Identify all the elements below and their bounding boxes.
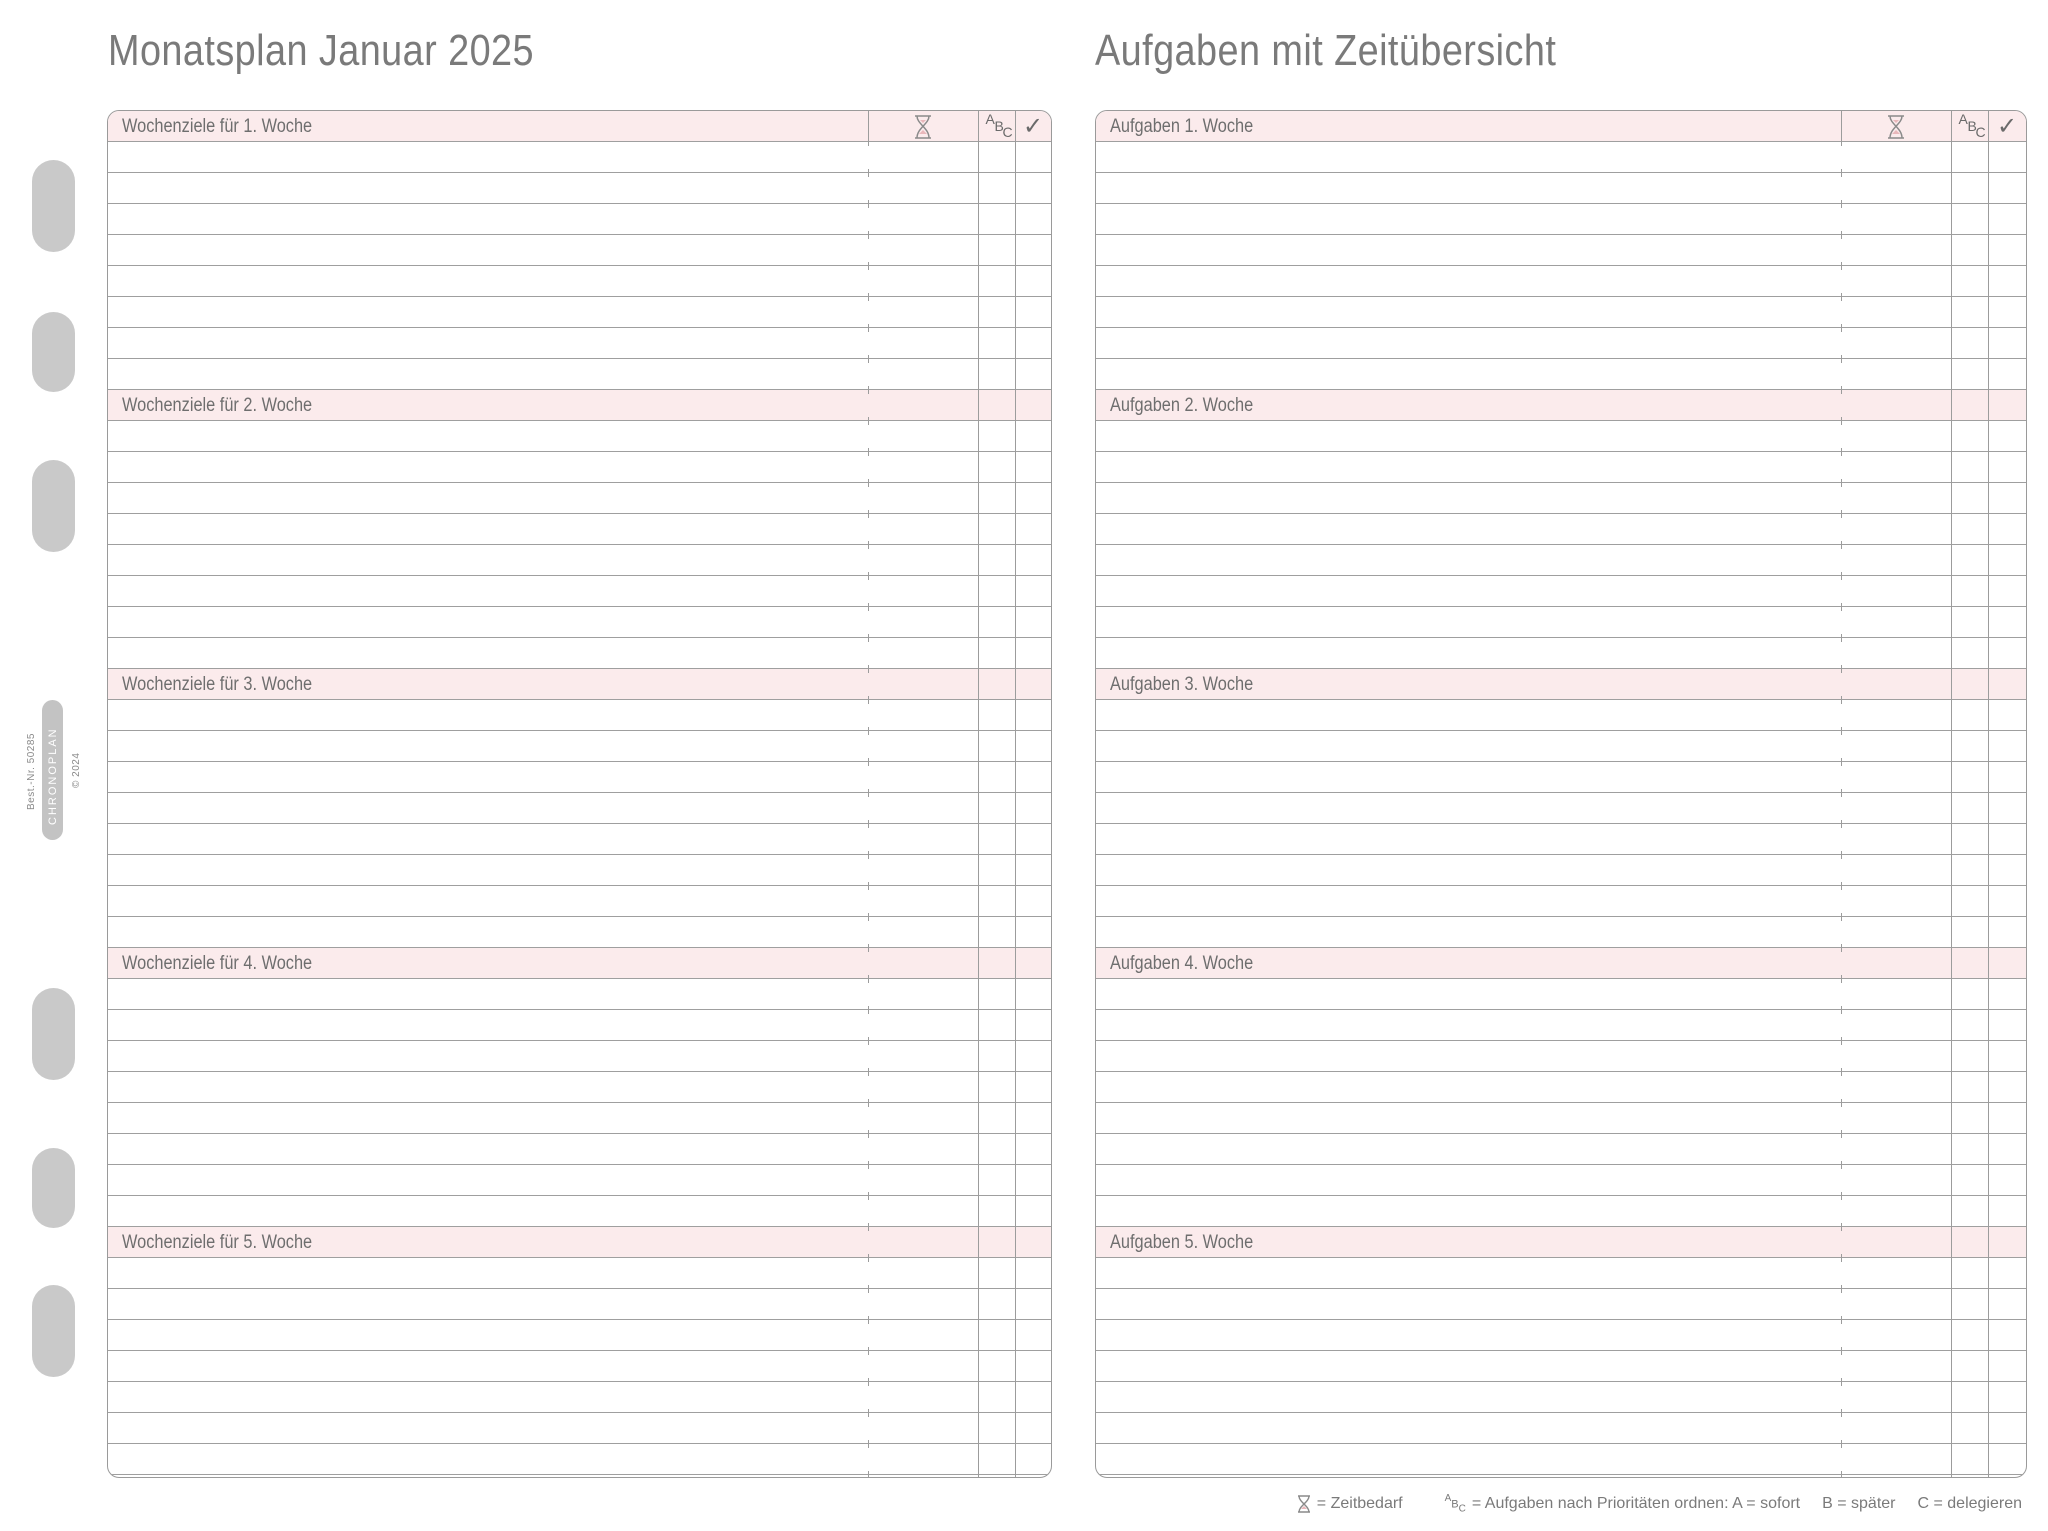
legend-priority: = Aufgaben nach Prioritäten ordnen: A = sofort — [1471, 1494, 1801, 1512]
time-column-tick — [868, 727, 869, 735]
table-row[interactable] — [108, 886, 1051, 917]
table-row[interactable] — [1096, 1413, 2026, 1444]
table-row[interactable] — [108, 483, 1051, 514]
binder-hole — [32, 1285, 75, 1377]
table-row[interactable] — [1096, 328, 2026, 359]
week-label: Aufgaben 1. Woche — [1110, 116, 1254, 137]
binder-hole — [32, 312, 75, 392]
week-label: Wochenziele für 4. Woche — [122, 953, 313, 974]
table-row[interactable] — [108, 1134, 1051, 1165]
time-column-tick — [1841, 1099, 1842, 1107]
page-title-left: Monatsplan Januar 2025 — [108, 26, 534, 75]
time-column-tick — [1841, 1316, 1842, 1324]
time-column-tick — [1841, 696, 1842, 704]
abc-priority-icon: A B C — [985, 111, 1013, 140]
table-row[interactable] — [108, 700, 1051, 731]
time-column-tick — [1841, 1378, 1842, 1386]
table-row[interactable] — [1096, 1010, 2026, 1041]
time-column-tick — [868, 572, 869, 580]
table-row[interactable] — [1096, 607, 2026, 638]
time-column-tick — [868, 634, 869, 642]
table-row[interactable] — [1096, 1382, 2026, 1413]
done-column-divider — [1015, 111, 1016, 1477]
time-column-tick — [1841, 603, 1842, 611]
table-row[interactable] — [1096, 1444, 2026, 1475]
table-row[interactable] — [108, 1382, 1051, 1413]
time-column-tick — [868, 882, 869, 890]
table-row[interactable] — [1096, 235, 2026, 266]
time-column-tick — [868, 1099, 869, 1107]
time-column-tick — [868, 603, 869, 611]
table-row[interactable] — [108, 762, 1051, 793]
binder-hole — [32, 1148, 75, 1228]
time-column-tick — [868, 665, 869, 673]
table-row[interactable] — [1096, 452, 2026, 483]
table-row[interactable] — [108, 793, 1051, 824]
priority-column-divider — [978, 111, 979, 1477]
time-column-tick — [868, 1006, 869, 1014]
time-column-tick — [1841, 1130, 1842, 1138]
table-row[interactable] — [108, 266, 1051, 297]
time-column-tick — [1841, 1192, 1842, 1200]
time-column-tick — [1841, 1440, 1842, 1448]
abc-priority-icon: A B C — [1958, 111, 1986, 140]
checkmark-icon: ✓ — [1022, 113, 1044, 140]
time-column-tick — [1841, 200, 1842, 208]
time-column-tick — [868, 975, 869, 983]
legend-time: = Zeitbedarf — [1316, 1494, 1403, 1512]
week-label: Aufgaben 2. Woche — [1110, 395, 1254, 416]
table-row[interactable] — [108, 1072, 1051, 1103]
time-column-tick — [1841, 324, 1842, 332]
table-row[interactable] — [1096, 979, 2026, 1010]
binder-hole — [32, 160, 75, 252]
time-column-tick — [1841, 913, 1842, 921]
done-column-divider — [1988, 111, 1989, 1477]
time-column-tick — [868, 417, 869, 425]
time-column-tick — [868, 510, 869, 518]
time-column-tick — [1841, 293, 1842, 301]
time-column-tick — [868, 1192, 869, 1200]
time-column-tick — [868, 1130, 869, 1138]
time-column-tick — [868, 1285, 869, 1293]
table-row[interactable] — [1096, 142, 2026, 173]
hourglass-icon — [1841, 111, 1951, 142]
table-row[interactable] — [108, 607, 1051, 638]
time-column-tick — [1841, 572, 1842, 580]
table-row[interactable] — [108, 1010, 1051, 1041]
table-row[interactable] — [1096, 1196, 2026, 1227]
table-row[interactable] — [1096, 576, 2026, 607]
page-title-right: Aufgaben mit Zeitübersicht — [1095, 26, 1557, 75]
week-label: Wochenziele für 2. Woche — [122, 395, 313, 416]
time-column-tick — [868, 293, 869, 301]
table-row[interactable] — [1096, 359, 2026, 390]
table-row[interactable] — [1096, 1258, 2026, 1289]
time-column-tick — [1841, 1347, 1842, 1355]
abc-priority-icon: $^AB_C$ — [1444, 1493, 1466, 1515]
table-row[interactable] — [108, 235, 1051, 266]
table-row[interactable] — [1096, 1134, 2026, 1165]
table-row[interactable] — [108, 545, 1051, 576]
table-row[interactable] — [1096, 793, 2026, 824]
week-header-row — [1096, 1227, 2026, 1258]
binder-hole — [32, 460, 75, 552]
time-column-tick — [1841, 510, 1842, 518]
order-number: Best.-Nr. 50285 — [26, 733, 37, 810]
table-row[interactable] — [1096, 1103, 2026, 1134]
time-column-tick — [1841, 727, 1842, 735]
table-row[interactable] — [1096, 545, 2026, 576]
week-header-row — [1096, 390, 2026, 421]
time-column-tick — [868, 541, 869, 549]
brand-name: CHRONOPLAN — [47, 727, 59, 825]
table-row[interactable] — [108, 173, 1051, 204]
table-row[interactable] — [108, 1289, 1051, 1320]
time-column-tick — [868, 169, 869, 177]
table-row[interactable] — [108, 1444, 1051, 1475]
time-column-tick — [868, 1037, 869, 1045]
time-column-tick — [868, 851, 869, 859]
time-column-tick — [868, 1378, 869, 1386]
table-row[interactable] — [108, 1320, 1051, 1351]
time-column-tick — [1841, 665, 1842, 673]
table-row[interactable] — [1096, 1475, 2026, 1478]
legend-c: C = delegieren — [1917, 1494, 2022, 1512]
time-column-tick — [1841, 820, 1842, 828]
time-column-tick — [868, 448, 869, 456]
copyright: © 2024 — [71, 752, 82, 788]
time-column-tick — [868, 944, 869, 952]
time-column-tick — [1841, 975, 1842, 983]
time-column-tick — [1841, 1068, 1842, 1076]
table-row[interactable] — [1096, 1320, 2026, 1351]
table-row[interactable] — [108, 917, 1051, 948]
table-row[interactable] — [1096, 762, 2026, 793]
time-column-tick — [868, 231, 869, 239]
table-row[interactable] — [1096, 917, 2026, 948]
table-row[interactable] — [1096, 1041, 2026, 1072]
checkmark-icon: ✓ — [1996, 113, 2018, 140]
time-column-tick — [868, 1068, 869, 1076]
table-row[interactable] — [108, 731, 1051, 762]
time-column-tick — [1841, 1223, 1842, 1231]
time-column-tick — [868, 696, 869, 704]
time-column-tick — [1841, 448, 1842, 456]
time-column-tick — [1841, 1161, 1842, 1169]
time-column-tick — [868, 1471, 869, 1478]
time-column-tick — [868, 820, 869, 828]
time-column-tick — [868, 324, 869, 332]
table-row[interactable] — [108, 576, 1051, 607]
table-row[interactable] — [108, 979, 1051, 1010]
table-row[interactable] — [108, 1165, 1051, 1196]
time-column-tick — [868, 1440, 869, 1448]
table-row[interactable] — [108, 359, 1051, 390]
table-row[interactable] — [108, 328, 1051, 359]
table-row[interactable] — [1096, 1289, 2026, 1320]
table-row[interactable] — [108, 142, 1051, 173]
table-row[interactable] — [1096, 1072, 2026, 1103]
time-column-tick — [1841, 1471, 1842, 1478]
time-column-tick — [868, 1161, 869, 1169]
time-column-tick — [1841, 882, 1842, 890]
table-row[interactable] — [1096, 886, 2026, 917]
table-row[interactable] — [108, 1196, 1051, 1227]
time-column-tick — [868, 1347, 869, 1355]
tasks-table — [1095, 110, 2027, 1478]
time-column-tick — [1841, 386, 1842, 394]
weekly-goals-table — [107, 110, 1052, 1478]
time-column-tick — [868, 479, 869, 487]
week-label: Aufgaben 3. Woche — [1110, 674, 1254, 695]
table-row[interactable] — [108, 638, 1051, 669]
table-row[interactable] — [108, 824, 1051, 855]
time-column-tick — [1841, 634, 1842, 642]
week-label: Wochenziele für 3. Woche — [122, 674, 313, 695]
time-column-tick — [868, 355, 869, 363]
table-row[interactable] — [1096, 173, 2026, 204]
table-row[interactable] — [1096, 855, 2026, 886]
binder-hole — [32, 988, 75, 1080]
table-row[interactable] — [108, 514, 1051, 545]
time-column-tick — [1841, 479, 1842, 487]
time-column-tick — [868, 1409, 869, 1417]
table-row[interactable] — [1096, 700, 2026, 731]
time-column-tick — [868, 789, 869, 797]
table-row[interactable] — [108, 1351, 1051, 1382]
table-row[interactable] — [1096, 297, 2026, 328]
time-column-tick — [1841, 169, 1842, 177]
legend-b: B = später — [1822, 1494, 1896, 1512]
week-label: Wochenziele für 1. Woche — [122, 116, 313, 137]
table-row[interactable] — [108, 855, 1051, 886]
table-row[interactable] — [1096, 824, 2026, 855]
table-row[interactable] — [1096, 483, 2026, 514]
time-column-tick — [868, 1254, 869, 1262]
time-column-tick — [1841, 1254, 1842, 1262]
week-header-row — [108, 1227, 1051, 1258]
table-row[interactable] — [1096, 421, 2026, 452]
table-row[interactable] — [108, 1475, 1051, 1478]
table-row[interactable] — [1096, 266, 2026, 297]
time-column-tick — [868, 1223, 869, 1231]
table-row[interactable] — [1096, 731, 2026, 762]
week-label: Aufgaben 4. Woche — [1110, 953, 1254, 974]
week-header-row — [1096, 669, 2026, 700]
week-header-row — [1096, 948, 2026, 979]
table-row[interactable] — [108, 204, 1051, 235]
time-column-tick — [868, 1316, 869, 1324]
table-row[interactable] — [108, 452, 1051, 483]
time-column-tick — [1841, 541, 1842, 549]
time-column-tick — [1841, 231, 1842, 239]
week-header-row — [108, 669, 1051, 700]
table-row[interactable] — [108, 1041, 1051, 1072]
time-column-tick — [1841, 355, 1842, 363]
spine-imprint — [22, 700, 84, 845]
table-row[interactable] — [1096, 638, 2026, 669]
time-column-tick — [1841, 1037, 1842, 1045]
time-column-tick — [1841, 944, 1842, 952]
table-row[interactable] — [108, 1413, 1051, 1444]
table-row[interactable] — [1096, 1351, 2026, 1382]
legend — [1297, 1493, 2022, 1515]
time-column-tick — [868, 200, 869, 208]
priority-column-divider — [1951, 111, 1952, 1477]
time-column-tick — [868, 758, 869, 766]
table-row[interactable] — [1096, 204, 2026, 235]
table-row[interactable] — [108, 297, 1051, 328]
time-column-tick — [1841, 1409, 1842, 1417]
week-header-row — [108, 390, 1051, 421]
time-column-tick — [1841, 417, 1842, 425]
hourglass-icon — [868, 111, 978, 142]
table-row[interactable] — [108, 1103, 1051, 1134]
table-row[interactable] — [108, 1258, 1051, 1289]
table-row[interactable] — [1096, 514, 2026, 545]
time-column-tick — [868, 913, 869, 921]
time-column-tick — [1841, 1006, 1842, 1014]
table-row[interactable] — [108, 421, 1051, 452]
time-column-tick — [1841, 789, 1842, 797]
week-label: Aufgaben 5. Woche — [1110, 1232, 1254, 1253]
time-column-tick — [868, 262, 869, 270]
week-header-row — [108, 948, 1051, 979]
time-column-tick — [1841, 1285, 1842, 1293]
time-column-tick — [1841, 851, 1842, 859]
table-row[interactable] — [1096, 1165, 2026, 1196]
time-column-tick — [868, 386, 869, 394]
time-column-tick — [1841, 758, 1842, 766]
hourglass-icon — [1297, 1495, 1311, 1513]
week-label: Wochenziele für 5. Woche — [122, 1232, 313, 1253]
time-column-tick — [1841, 262, 1842, 270]
